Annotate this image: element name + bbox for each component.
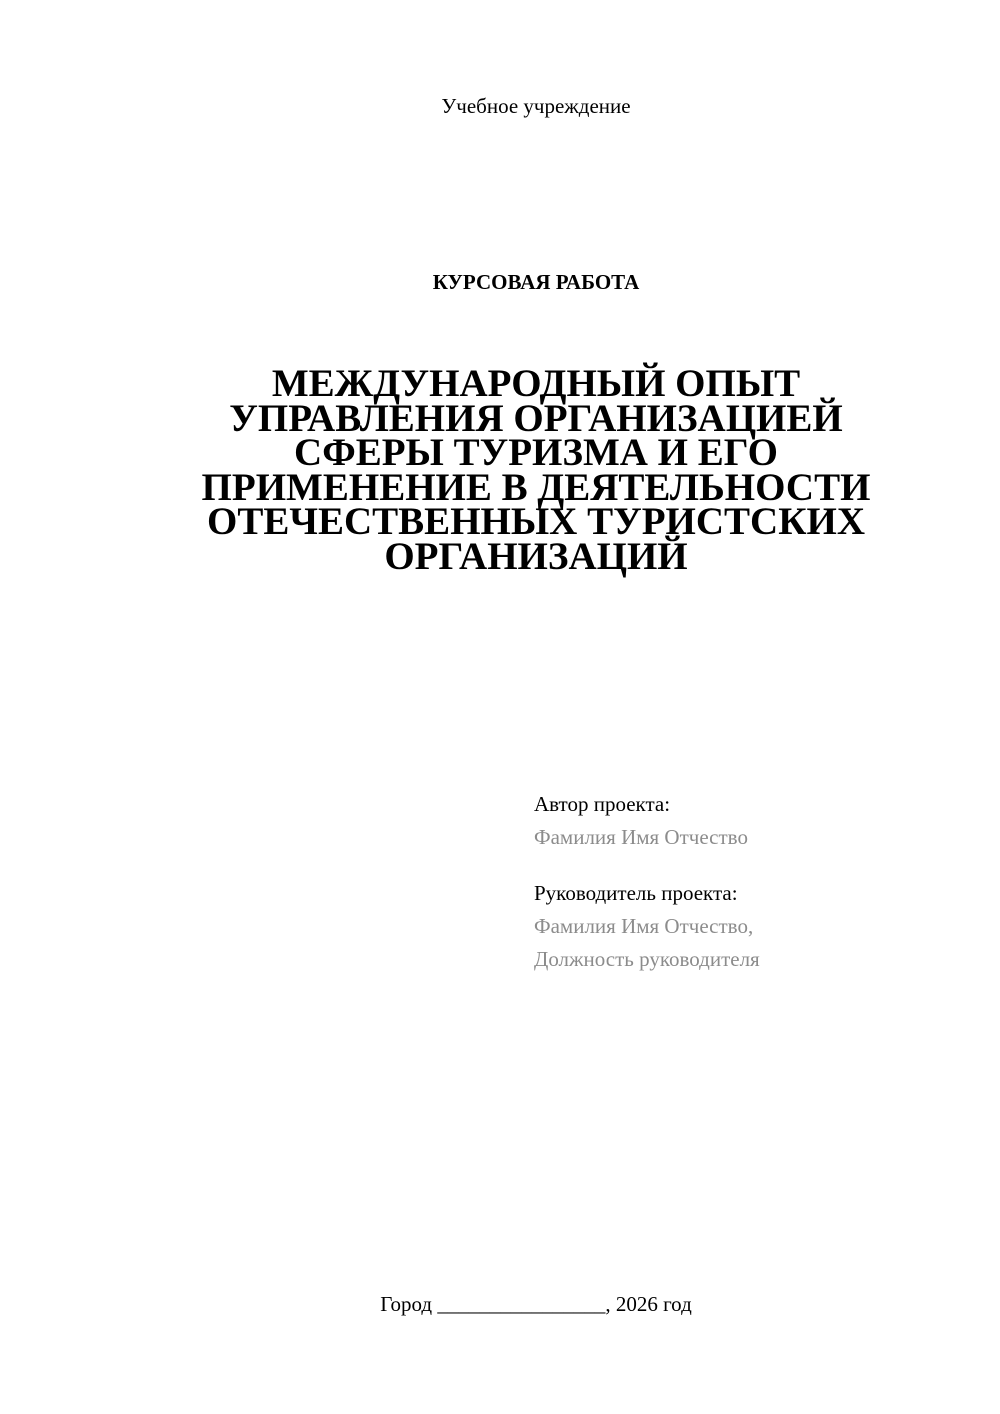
work-type-heading: КУРСОВАЯ РАБОТА [432,270,640,294]
project-credits [534,788,974,976]
document-title [170,362,902,578]
supervisor-position: Должность руководителя [534,947,760,971]
title-line: ОТЕЧЕСТВЕННЫХ ТУРИСТСКИХ [207,500,865,543]
author-block [534,788,974,854]
supervisor-block [534,877,974,976]
title-line: УПРАВЛЕНИЯ ОРГАНИЗАЦИЕЙ [229,396,843,440]
title-line: СФЕРЫ ТУРИЗМА И ЕГО [294,431,778,474]
institution-name: Учебное учреждение [441,94,631,118]
city-year-footer: Город ________________, 2026 год [380,1292,692,1316]
title-line: ПРИМЕНЕНИЕ В ДЕЯТЕЛЬНОСТИ [201,465,871,509]
title-line: ОРГАНИЗАЦИЙ [384,534,688,578]
supervisor-name: Фамилия Имя Отчество, [534,914,754,938]
title-line: МЕЖДУНАРОДНЫЙ ОПЫТ [271,362,801,405]
author-name: Фамилия Имя Отчество [534,825,748,849]
supervisor-label: Руководитель проекта: [534,881,738,905]
author-label: Автор проекта: [534,792,671,816]
